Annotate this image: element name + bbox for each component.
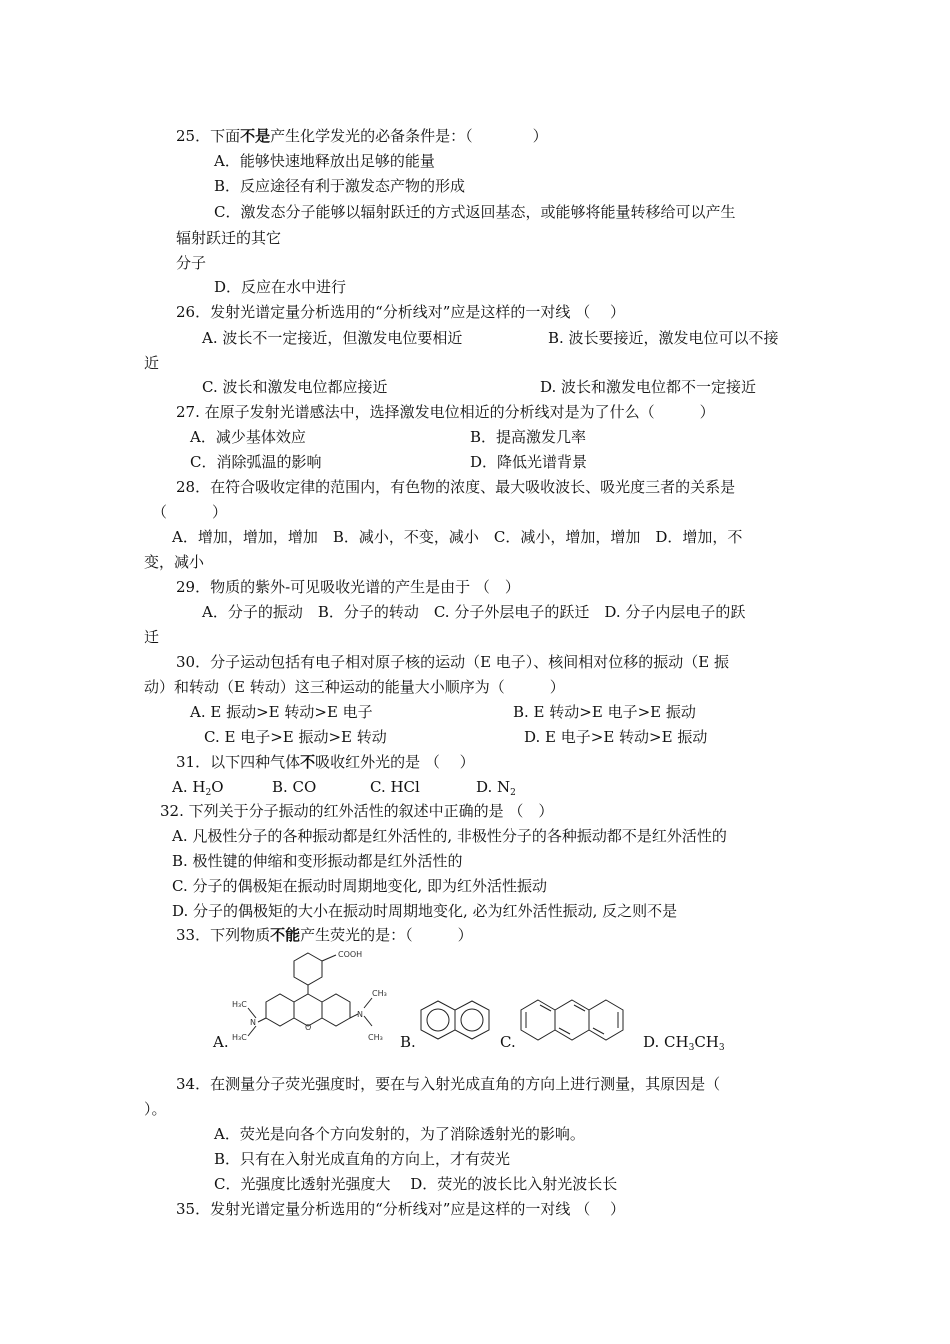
q26-stem: 26．发射光谱定量分析选用的“分析线对”应是这样的一对线 （ ） xyxy=(176,303,625,321)
anthracene-ring-2 xyxy=(555,1000,589,1040)
q31-option-c: C. HCl xyxy=(370,778,420,796)
q30-option-a: A. E 振动>E 转动>E 电子 xyxy=(190,703,373,721)
q25-option-c-cont: 辐射跃迁的其它 xyxy=(176,229,282,247)
q32-option-a: A. 凡极性分子的各种振动都是红外活性的, 非极性分子的各种振动都不是红外活性的 xyxy=(172,827,727,845)
rhodamine-benzoic-ring xyxy=(294,953,322,985)
q33-d-sub1: 3 xyxy=(688,1043,695,1053)
q35-stem: 35．发射光谱定量分析选用的“分析线对”应是这样的一对线 （ ） xyxy=(176,1200,625,1218)
q25-option-c-cont2: 分子 xyxy=(176,254,207,272)
anthracene-structure xyxy=(518,996,632,1046)
rhodamine-ethyl3 xyxy=(364,998,372,1008)
q26-option-c: C. 波长和激发电位都应接近 xyxy=(202,378,388,396)
q31-d-text: D. N xyxy=(476,778,511,796)
methyl-label-4: CH₃ xyxy=(368,1033,383,1042)
q33-option-c-label: C. xyxy=(500,1033,516,1051)
rhodamine-ethyl1 xyxy=(248,1008,256,1018)
rhodamine-ethyl2 xyxy=(248,1026,256,1036)
q31-stem-c: 吸收红外光的是 （ ） xyxy=(315,753,475,771)
q34-option-cd: C．光强度比透射光强度大 D．荧光的波长比入射光波长长 xyxy=(214,1175,618,1193)
q30-stem: 30．分子运动包括有电子相对原子核的运动（E 电子）、核间相对位移的振动（E 振 xyxy=(176,653,730,671)
q26-option-a: A. 波长不一定接近，但激发电位要相近 xyxy=(202,329,463,347)
methyl-label-3: CH₃ xyxy=(372,989,387,998)
q31-option-b: B. CO xyxy=(272,778,317,796)
q25-option-b: B．反应途径有利于激发态产物的形成 xyxy=(214,177,466,195)
rhodamine-right-ring xyxy=(322,994,350,1026)
q29-options: A．分子的振动 B．分子的转动 C. 分子外层电子的跃迁 D. 分子内层电子的跃 xyxy=(202,603,746,621)
rhodamine-left-ring xyxy=(266,994,294,1026)
q25-option-d: D．反应在水中进行 xyxy=(214,278,347,296)
q27-option-c: C．消除弧温的影响 xyxy=(190,453,322,471)
q25-option-a: A．能够快速地释放出足够的能量 xyxy=(214,152,435,170)
rhodamine-structure xyxy=(228,946,388,1048)
amine-n-right-label: N xyxy=(357,1010,363,1019)
naphthalene-structure xyxy=(418,998,494,1044)
rhodamine-ethyl4 xyxy=(364,1016,372,1026)
q33-d-text1: D. CH xyxy=(643,1033,689,1051)
q31-a-sub: 2 xyxy=(205,788,212,798)
q32-stem: 32. 下列关于分子振动的红外活性的叙述中正确的是 （ ） xyxy=(160,802,554,820)
q31-stem xyxy=(176,752,475,772)
q27-option-a: A．减少基体效应 xyxy=(190,428,306,446)
q31-stem-a: 31．以下四种气体 xyxy=(176,753,301,771)
q31-a-text: A. H xyxy=(172,778,206,796)
q25-stem xyxy=(176,126,548,146)
q32-option-d: D. 分子的偶极矩的大小在振动时周期地变化, 必为红外活性振动, 反之则不是 xyxy=(172,902,678,920)
q26-option-b-cont: 近 xyxy=(144,354,160,372)
q31-option-d xyxy=(476,777,516,803)
naphthalene-aromatic-left xyxy=(427,1009,449,1031)
q32-option-b: B. 极性键的伸缩和变形振动都是红外活性的 xyxy=(172,852,463,870)
methyl-label-2: H₃C xyxy=(232,1033,247,1042)
q25-stem-emph: 不是 xyxy=(240,127,271,145)
q29-options-cont: 迁 xyxy=(144,628,160,646)
rhodamine-central-ring xyxy=(294,994,322,1026)
q30-option-c: C. E 电子>E 振动>E 转动 xyxy=(204,728,387,746)
anthracene-double-2 xyxy=(540,1005,551,1011)
q31-a-text2: O xyxy=(211,778,224,796)
naphthalene-ring-left xyxy=(421,1001,455,1039)
q33-option-b-label: B. xyxy=(400,1033,416,1051)
q28-stem-cont: （ ） xyxy=(152,503,228,521)
q34-stem-cont: ）。 xyxy=(144,1100,167,1118)
q33-d-text2: CH xyxy=(694,1033,719,1051)
q25-stem-c: 产生化学发光的必备条件是：（ ） xyxy=(270,127,548,145)
q33-option-d xyxy=(643,1032,725,1058)
q28-options-cont: 变，减小 xyxy=(144,553,205,571)
q29-stem: 29．物质的紫外-可见吸收光谱的产生是由于 （ ） xyxy=(176,578,520,596)
q25-stem-a: 25．下面 xyxy=(176,127,241,145)
naphthalene-aromatic-right xyxy=(461,1009,483,1031)
q31-d-sub: 2 xyxy=(510,788,516,798)
q26-option-d: D. 波长和激发电位都不一定接近 xyxy=(540,378,757,396)
q30-option-d: D. E 电子>E 转动>E 振动 xyxy=(524,728,708,746)
cooh-label: COOH xyxy=(338,950,363,959)
q34-option-b: B．只有在入射光成直角的方向上，才有荧光 xyxy=(214,1150,511,1168)
xanthene-oxygen-label: O xyxy=(305,1023,312,1032)
q25-option-c: C．激发态分子能够以辐射跃迁的方式返回基态，或能够将能量转移给可以产生 xyxy=(214,203,736,221)
anthracene-double-3 xyxy=(574,1005,585,1011)
q34-stem: 34．在测量分子荧光强度时，要在与入射光成直角的方向上进行测量，其原因是（ xyxy=(176,1075,721,1093)
q28-stem: 28．在符合吸收定律的范围内，有色物的浓度、最大吸收波长、吸光度三者的关系是 xyxy=(176,478,736,496)
q26-option-b: B. 波长要接近，激发电位可以不接 xyxy=(548,329,779,347)
q27-option-d: D．降低光谱背景 xyxy=(470,453,588,471)
q33-stem xyxy=(176,925,473,945)
q33-stem-emph: 不能 xyxy=(270,926,301,944)
q27-option-b: B．提高激发几率 xyxy=(470,428,587,446)
naphthalene-ring-right xyxy=(455,1001,489,1039)
q33-stem-c: 产生荧光的是：（ ） xyxy=(300,926,473,944)
q33-d-sub2: 3 xyxy=(718,1043,725,1053)
q34-option-a: A．荧光是向各个方向发射的，为了消除透射光的影响。 xyxy=(214,1125,585,1143)
q31-stem-emph: 不 xyxy=(300,753,316,771)
q31-option-a xyxy=(172,777,224,803)
rhodamine-n1-bond xyxy=(258,1018,266,1022)
q30-stem-cont: 动）和转动（E 转动）这三种运动的能量大小顺序为（ ） xyxy=(144,678,565,696)
rhodamine-cooh-bond xyxy=(322,955,336,961)
q33-option-a-label: A. xyxy=(213,1033,229,1051)
amine-n-left-label: N xyxy=(250,1018,256,1027)
methyl-label-1: H₃C xyxy=(232,1000,247,1009)
q32-option-c: C. 分子的偶极矩在振动时周期地变化, 即为红外活性振动 xyxy=(172,877,548,895)
q28-options: A．增加，增加，增加 B．减小，不变，减小 C．减小，增加，增加 D．增加，不 xyxy=(172,528,743,546)
q27-stem: 27. 在原子发射光谱感法中，选择激发电位相近的分析线对是为了什么（ ） xyxy=(176,403,715,421)
q30-option-b: B. E 转动>E 电子>E 振动 xyxy=(513,703,696,721)
q33-stem-a: 33．下列物质 xyxy=(176,926,271,944)
